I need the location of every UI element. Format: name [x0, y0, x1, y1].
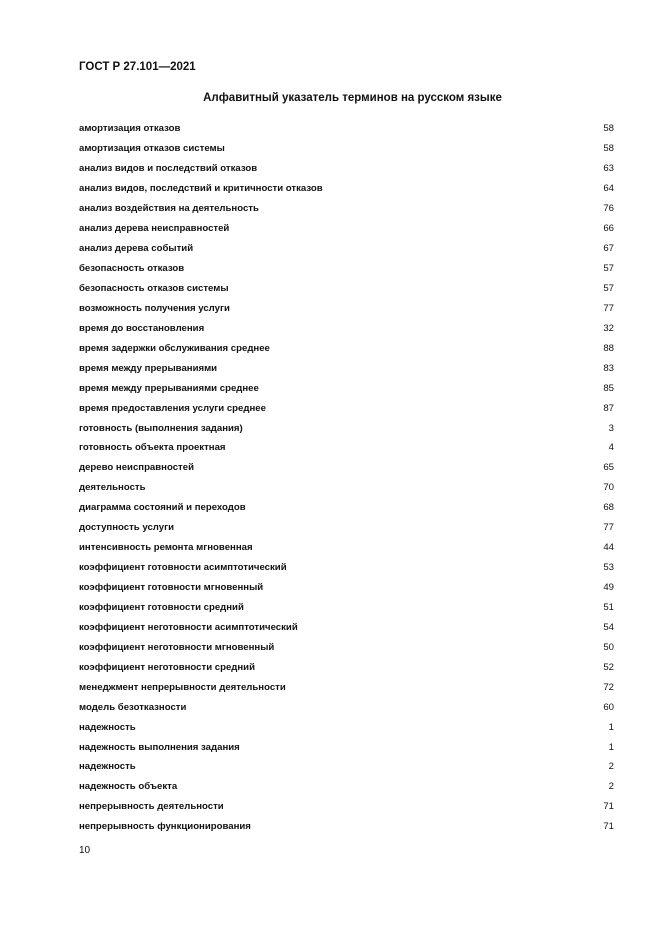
index-entry — [79, 657, 614, 677]
index-term: надежность — [79, 721, 136, 733]
index-term: коэффициент неготовности асимптотический — [79, 621, 298, 633]
index-entry — [79, 458, 614, 478]
index-term: надежность выполнения задания — [79, 741, 240, 753]
index-term: коэффициент готовности асимптотический — [79, 562, 287, 574]
index-entry — [79, 119, 614, 139]
index-entry — [79, 777, 614, 797]
index-term: анализ дерева событий — [79, 243, 194, 255]
index-title: Алфавитный указатель терминов на русском языке — [203, 92, 502, 104]
index-entry — [79, 159, 614, 179]
index-reference: 1 — [608, 741, 614, 753]
index-term: диаграмма состояний и переходов — [79, 502, 246, 514]
page-number: 10 — [79, 845, 91, 856]
index-term: надежность — [79, 761, 136, 773]
index-term: непрерывность функционирования — [79, 821, 251, 833]
index-term: коэффициент готовности средний — [79, 601, 244, 613]
index-reference: 32 — [603, 322, 614, 334]
index-entry — [79, 239, 614, 259]
index-reference: 3 — [608, 422, 614, 434]
index-term: дерево неисправностей — [79, 462, 194, 474]
index-reference: 58 — [603, 143, 614, 155]
index-entry — [79, 298, 614, 318]
index-entry — [79, 817, 614, 837]
index-term: деятельность — [79, 482, 146, 494]
index-entry — [79, 398, 614, 418]
index-term: время до восстановления — [79, 322, 205, 334]
index-reference: 72 — [603, 681, 614, 693]
index-reference: 2 — [608, 761, 614, 773]
index-entry — [79, 219, 614, 239]
index-term: время между прерываниями среднее — [79, 382, 259, 394]
index-reference: 64 — [603, 183, 614, 195]
index-reference: 70 — [603, 482, 614, 494]
index-reference: 54 — [603, 621, 614, 633]
index-entry — [79, 378, 614, 398]
index-term: коэффициент неготовности средний — [79, 661, 255, 673]
index-reference: 52 — [603, 661, 614, 673]
index-reference: 85 — [603, 382, 614, 394]
index-reference: 83 — [603, 362, 614, 374]
index-reference: 1 — [608, 721, 614, 733]
index-term: амортизация отказов — [79, 123, 181, 135]
index-entry — [79, 338, 614, 358]
index-reference: 76 — [603, 203, 614, 215]
index-entry — [79, 418, 614, 438]
index-entry — [79, 139, 614, 159]
index-term: анализ видов и последствий отказов — [79, 163, 258, 175]
index-entry — [79, 259, 614, 279]
index-reference: 77 — [603, 522, 614, 534]
index-term: интенсивность ремонта мгновенная — [79, 542, 253, 554]
index-reference: 60 — [603, 701, 614, 713]
index-entry — [79, 438, 614, 458]
index-entry — [79, 677, 614, 697]
index-reference: 49 — [603, 582, 614, 594]
index-term: анализ воздействия на деятельность — [79, 203, 259, 215]
index-reference: 87 — [603, 402, 614, 414]
index-entry — [79, 358, 614, 378]
index-term: время задержки обслуживания среднее — [79, 342, 270, 354]
index-reference: 2 — [608, 781, 614, 793]
index-entry — [79, 498, 614, 518]
index-term: коэффициент неготовности мгновенный — [79, 641, 275, 653]
index-term: анализ видов, последствий и критичности отказов — [79, 183, 323, 195]
index-reference: 88 — [603, 342, 614, 354]
index-entry — [79, 279, 614, 299]
index-entry — [79, 637, 614, 657]
index-reference: 57 — [603, 282, 614, 294]
index-entry — [79, 478, 614, 498]
index-reference: 77 — [603, 302, 614, 314]
index-term: время между прерываниями — [79, 362, 218, 374]
index-reference: 67 — [603, 243, 614, 255]
index-reference: 53 — [603, 562, 614, 574]
index-reference: 68 — [603, 502, 614, 514]
index-term: доступность услуги — [79, 522, 174, 534]
index-reference: 44 — [603, 542, 614, 554]
index-entry — [79, 717, 614, 737]
index-term: готовность (выполнения задания) — [79, 422, 243, 434]
index-term: менеджмент непрерывности деятельности — [79, 681, 286, 693]
index-entry — [79, 318, 614, 338]
index-entry — [79, 697, 614, 717]
index-entry — [79, 737, 614, 757]
index-term: возможность получения услуги — [79, 302, 230, 314]
index-term: амортизация отказов системы — [79, 143, 225, 155]
index-entry — [79, 179, 614, 199]
document-header: ГОСТ Р 27.101—2021 — [79, 61, 196, 73]
index-entry — [79, 538, 614, 558]
index-reference: 58 — [603, 123, 614, 135]
index-reference: 50 — [603, 641, 614, 653]
index-term: безопасность отказов системы — [79, 282, 229, 294]
index-entry — [79, 757, 614, 777]
index-entry — [79, 797, 614, 817]
index-reference: 57 — [603, 263, 614, 275]
index-entry — [79, 558, 614, 578]
index-term: коэффициент готовности мгновенный — [79, 582, 264, 594]
term-index-list — [79, 119, 614, 837]
index-term: безопасность отказов — [79, 263, 185, 275]
index-term: время предоставления услуги среднее — [79, 402, 266, 414]
index-entry — [79, 199, 614, 219]
index-reference: 71 — [603, 801, 614, 813]
index-reference: 65 — [603, 462, 614, 474]
index-term: модель безотказности — [79, 701, 187, 713]
index-reference: 71 — [603, 821, 614, 833]
index-entry — [79, 518, 614, 538]
index-term: готовность объекта проектная — [79, 442, 226, 454]
index-reference: 51 — [603, 601, 614, 613]
index-term: анализ дерева неисправностей — [79, 223, 230, 235]
index-term: непрерывность деятельности — [79, 801, 224, 813]
index-term: надежность объекта — [79, 781, 178, 793]
index-entry — [79, 617, 614, 637]
index-reference: 66 — [603, 223, 614, 235]
index-reference: 63 — [603, 163, 614, 175]
index-entry — [79, 598, 614, 618]
index-entry — [79, 578, 614, 598]
index-reference: 4 — [608, 442, 614, 454]
